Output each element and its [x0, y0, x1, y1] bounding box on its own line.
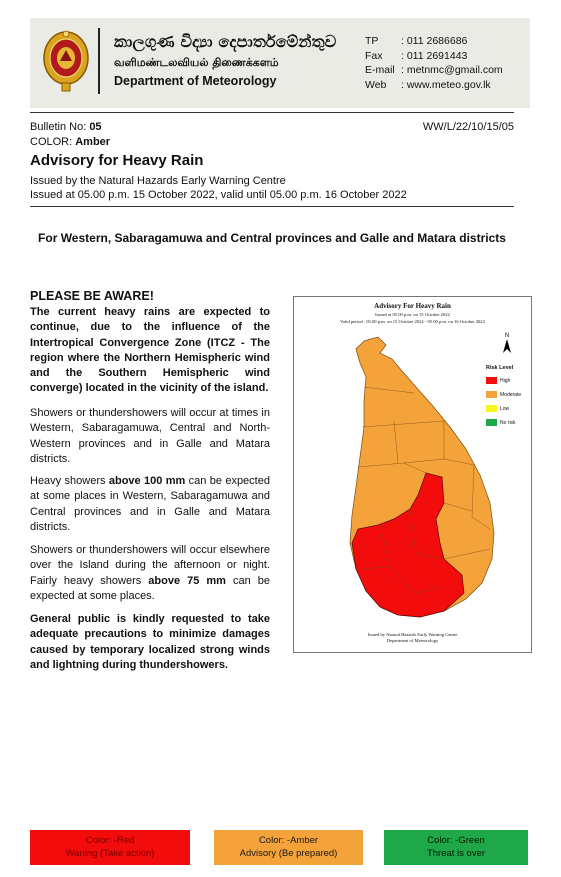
- sri-lanka-map: [294, 297, 531, 652]
- contact-email: E-mail : metnmc@gmail.com: [365, 64, 503, 76]
- header-rule: [30, 206, 514, 207]
- paragraph-showers: Showers or thundershowers will occur at times in Western, Sabaragamuwa, Central and North-Western provinces and in Galle and Matara districts.: [30, 407, 270, 465]
- contact-block: [365, 34, 503, 92]
- contact-fax: Fax : 011 2691443: [365, 49, 468, 62]
- north-arrow-icon: [502, 339, 512, 353]
- bulletin-reference: WW/L/22/10/15/05: [422, 121, 514, 133]
- paragraph-itcz: The current heavy rains are expected to continue, due to the influence of the Intertropical Convergence Zone (ITCZ - The region where the Northern Hemispheric wind and the Southern Hemispheric wind converge) located in the vicinity of the island.: [30, 306, 270, 395]
- contact-web: Web : www.meteo.gov.lk: [365, 78, 491, 91]
- sri-lanka-emblem-icon: [42, 28, 90, 94]
- map-footer-department: Department of Meteorology: [386, 638, 439, 643]
- map-valid-period: Valid period : 05.00 p.m. on 15 October 2022 - 05.00 p.m. on 16 October 2022: [340, 319, 485, 324]
- legend-high: High: [486, 377, 510, 384]
- issued-at: Issued at 05.00 p.m. 15 October 2022, valid until 05.00 p.m. 16 October 2022: [30, 189, 407, 201]
- header-divider: [98, 28, 100, 94]
- legend-no-risk: No risk: [486, 419, 516, 426]
- north-arrow: N: [502, 333, 512, 355]
- contact-phone: TP : 011 2686686: [365, 35, 468, 47]
- map-footer-issuer: Issued by Natural Hazards Early Warning Centre: [367, 632, 458, 637]
- letterhead: [30, 18, 530, 108]
- legend-red-box: Color: -Red Waning (Take action): [30, 830, 190, 865]
- org-name-sinhala: කාලගුණ විද්‍යා දෙපාර්තමේන්තුව: [114, 32, 337, 51]
- top-rule: [30, 112, 514, 113]
- paragraph-precautions: General public is kindly requested to take adequate precautions to minimize damages caused by temporary localized strong winds and lightning during thundershowers.: [30, 613, 270, 671]
- map-issued: Issued at 05.00 p.m. on 15 October 2022: [375, 312, 450, 317]
- legend-green-box: Color: -Green Threat is over: [384, 830, 528, 865]
- legend-low: Low: [486, 405, 509, 412]
- map-title: Advisory For Heavy Rain: [374, 302, 451, 310]
- bulletin-number: Bulletin No: 05: [30, 121, 102, 133]
- affected-areas: For Western, Sabaragamuwa and Central provinces and Galle and Matara districts: [38, 231, 506, 245]
- advisory-title: Advisory for Heavy Rain: [30, 152, 204, 169]
- paragraph-elsewhere: Showers or thundershowers will occur elsewhere over the Island during the afternoon or night. Fairly heavy showers above 75 mm can be expected at some places.: [30, 544, 270, 602]
- issued-by: Issued by the Natural Hazards Early Warning Centre: [30, 175, 286, 187]
- bulletin-color: COLOR: Amber: [30, 136, 111, 148]
- org-name-tamil: வளிமண்டலவியல் திணைக்களம்: [114, 56, 279, 69]
- org-name-english: Department of Meteorology: [114, 74, 277, 88]
- risk-map: [293, 296, 532, 653]
- paragraph-heavy-showers: Heavy showers above 100 mm can be expected at some places in Western, Sabaragamuwa and Central provinces and in Galle and Matara districts.: [30, 475, 270, 533]
- legend-amber-box: Color: -Amber Advisory (Be prepared): [214, 830, 363, 865]
- aware-heading: PLEASE BE AWARE!: [30, 289, 154, 303]
- legend-title: Risk Level: [486, 365, 514, 371]
- legend-moderate: Moderate: [486, 391, 521, 398]
